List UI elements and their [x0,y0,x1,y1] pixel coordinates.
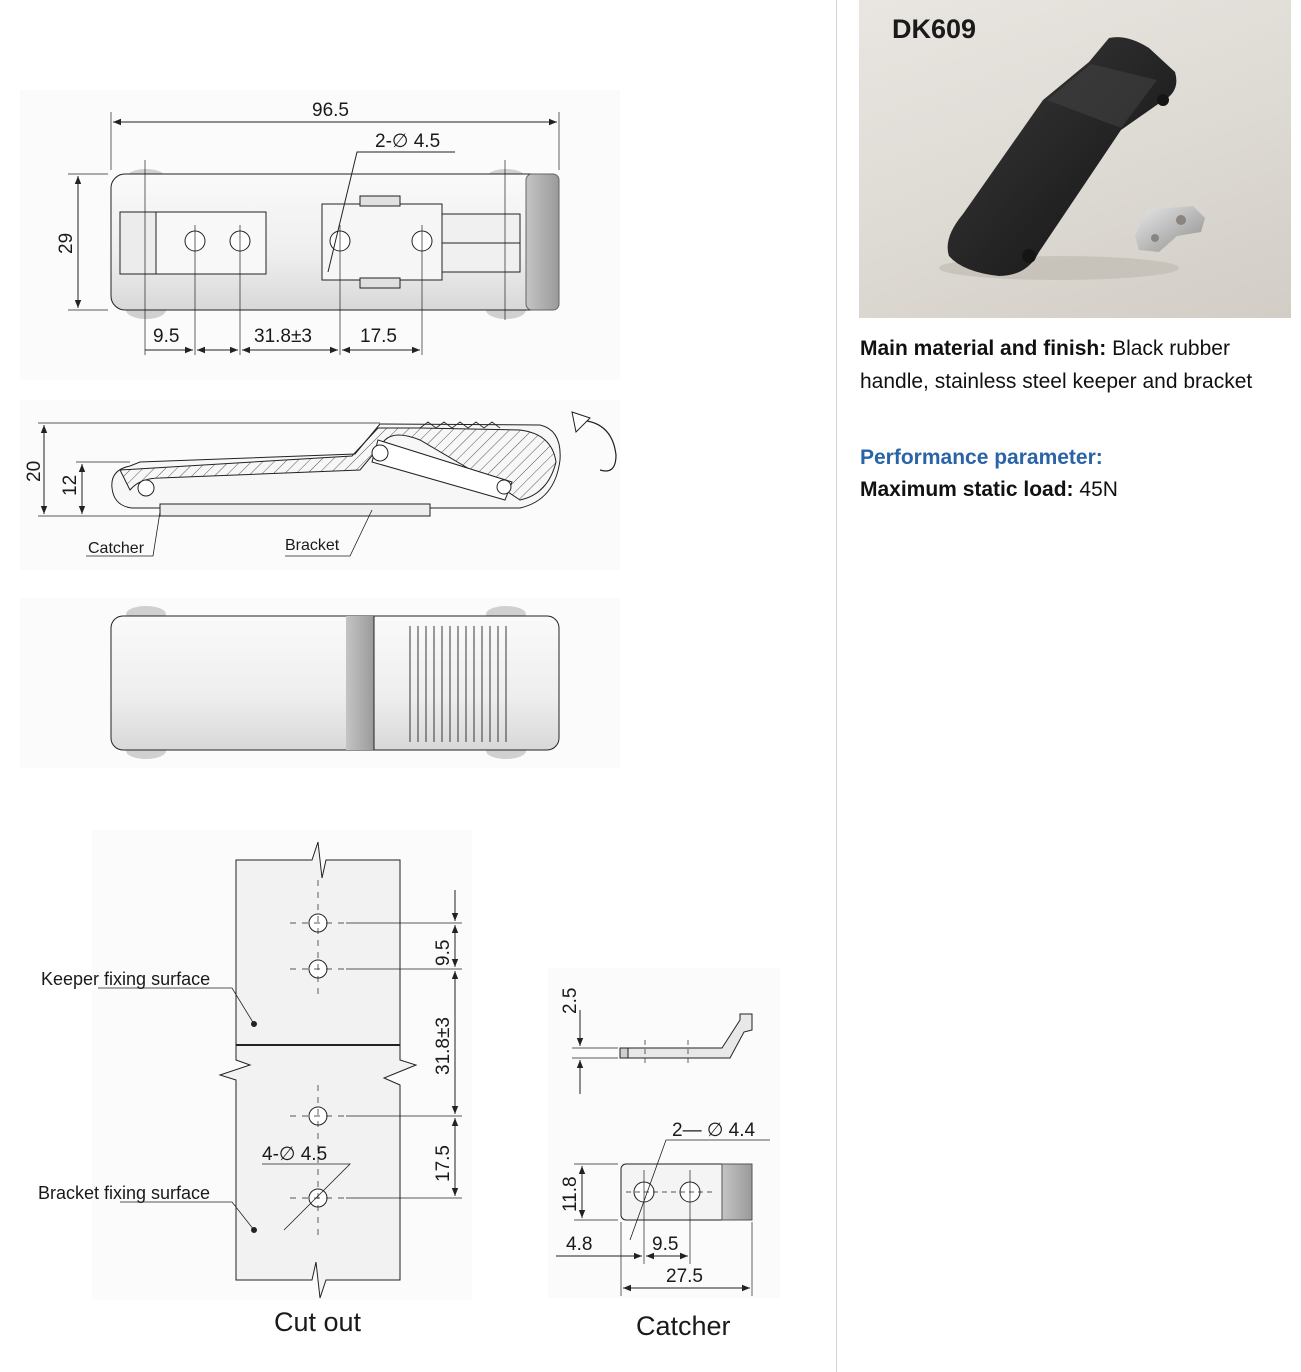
top-holes-label: 2-∅ 4.5 [375,131,441,152]
load-label: Maximum static load: [860,478,1074,501]
cutout-caption: Cut out [274,1307,362,1337]
material-description [860,332,1252,398]
top-dim-b: 31.8±3 [254,326,312,347]
catcher-dim-pitch: 9.5 [652,1234,679,1255]
catcher-caption: Catcher [636,1311,731,1341]
cutout-holes-label: 4-∅ 4.5 [262,1144,328,1165]
front-view [20,598,620,768]
material-label: Main material and finish: [860,337,1107,360]
catcher-dim-left: 4.8 [566,1234,593,1255]
top-dim-a: 9.5 [153,326,180,347]
catcher-label: Catcher [88,540,145,557]
top-width-dim: 96.5 [312,100,349,121]
material-value-1: Black rubber [1112,337,1230,360]
cutout-dim-1: 9.5 [433,939,454,966]
performance-title: Performance parameter: [860,446,1103,469]
catcher-dim-width: 27.5 [666,1266,703,1287]
catcher-holes-label: 2— ∅ 4.4 [672,1120,756,1141]
static-load [860,478,1118,502]
top-view [20,90,620,380]
product-model: DK609 [892,14,977,44]
catcher-height: 11.8 [560,1176,581,1212]
load-value: 45N [1079,478,1118,501]
cutout-dim-3: 17.5 [433,1145,454,1182]
latch-product-image [859,0,1291,318]
cutout-dim-2: 31.8±3 [433,1017,454,1075]
product-photo [859,0,1291,318]
top-dim-c: 17.5 [360,326,397,347]
cutout-drawing [92,830,472,1300]
material-value-2: handle, stainless steel keeper and bracket [860,370,1253,393]
side-height-total: 20 [24,460,45,482]
column-divider [836,0,837,1372]
cutout-bracket-label: Bracket fixing surface [38,1183,211,1203]
side-height-base: 12 [60,474,81,496]
cutout-keeper-label: Keeper fixing surface [41,969,211,989]
top-height-dim: 29 [56,232,77,254]
catcher-thickness: 2.5 [560,987,581,1014]
bracket-label: Bracket [285,537,340,554]
